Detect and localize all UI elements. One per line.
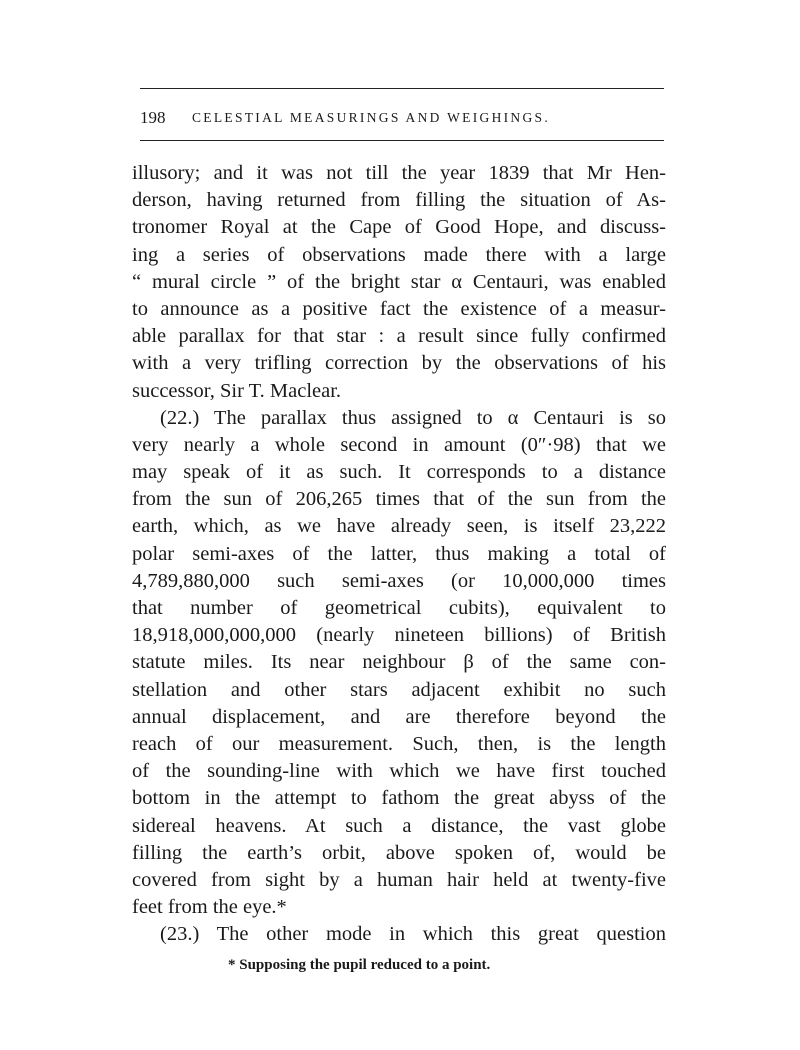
running-title: CELESTIAL MEASURINGS AND WEIGHINGS. — [192, 110, 550, 125]
text-line: to announce as a positive fact the existence of a measur- — [132, 297, 666, 320]
paragraph-23-start: (23.) The other mode in which this great question — [160, 923, 666, 946]
body-text — [132, 160, 666, 948]
text-line: tronomer Royal at the Cape of Good Hope, and discuss- — [132, 216, 666, 239]
text-line: annual displacement, and are therefore beyond the — [132, 705, 666, 728]
text-line: bottom in the attempt to fathom the great abyss of the — [132, 787, 666, 810]
text-line: that number of geometrical cubits), equivalent to — [132, 597, 666, 619]
text-line: derson, having returned from filling the situation of As- — [132, 189, 666, 212]
text-line: earth, which, as we have already seen, is itself 23,222 — [132, 515, 666, 538]
text-line: illusory; and it was not till the year 1839 that Mr Hen- — [132, 162, 666, 184]
text-line: ing a series of observations made there with a large — [132, 243, 666, 266]
text-line: may speak of it as such. It corresponds to a distance — [132, 461, 666, 484]
text-line: from the sun of 206,265 times that of the sun from the — [132, 488, 666, 511]
text-line: reach of our measurement. Such, then, is the length — [132, 732, 666, 755]
text-line: 18,918,000,000,000 (nearly nineteen billions) of British — [132, 624, 666, 647]
text-line: polar semi-axes of the latter, thus making a total of — [132, 542, 666, 565]
text-line: statute miles. Its near neighbour β of the same con- — [132, 651, 666, 674]
text-line: of the sounding-line with which we have first touched — [132, 760, 666, 783]
text-line: stellation and other stars adjacent exhibit no such — [132, 678, 666, 701]
footnote: * Supposing the pupil reduced to a point. — [228, 957, 491, 973]
text-line: sidereal heavens. At such a distance, the vast globe — [132, 814, 666, 837]
text-line: very nearly a whole second in amount (0″·98) that we — [132, 433, 666, 456]
text-line: covered from sight by a human hair held at twenty-five — [132, 868, 666, 891]
text-line: “ mural circle ” of the bright star α Centauri, was enabled — [132, 270, 666, 293]
paragraph-22-start: (22.) The parallax thus assigned to α Centauri is so — [160, 406, 666, 429]
text-line: with a very trifling correction by the observations of his — [132, 352, 666, 375]
text-line: successor, Sir T. Maclear. — [132, 379, 342, 402]
page-number: 198 — [140, 108, 166, 127]
text-line: able parallax for that star : a result since fully confirmed — [132, 325, 666, 348]
running-head — [140, 106, 664, 130]
text-line: feet from the eye.* — [132, 896, 287, 919]
text-line: 4,789,880,000 such semi-axes (or 10,000,000 times — [132, 569, 666, 592]
header-bottom-rule — [140, 140, 664, 141]
text-line: filling the earth’s orbit, above spoken of, would be — [132, 841, 666, 864]
header-top-rule — [140, 88, 664, 89]
